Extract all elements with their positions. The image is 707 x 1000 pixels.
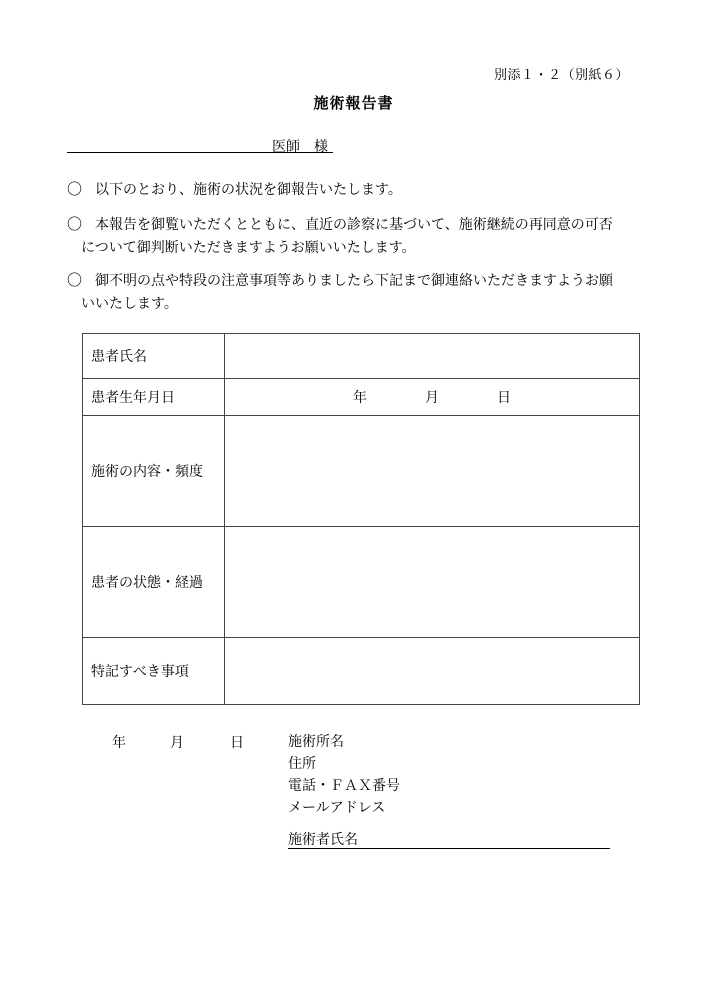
- notice-2-text-line2: について御判断いただきますようお願いいたします。: [81, 240, 416, 256]
- attachment-label: 別添１・２（別紙６）: [493, 68, 629, 83]
- clinic-info: [288, 731, 400, 819]
- dob-year-label: 年: [353, 390, 367, 406]
- patient-name-field[interactable]: [225, 334, 640, 379]
- notice-item-1: [67, 178, 647, 202]
- circle-bullet-icon: 〇: [67, 215, 83, 233]
- condition-field[interactable]: [225, 527, 640, 638]
- notice-3-text-line1: 御不明の点や特段の注意事項等ありましたら下記まで御連絡いただきますようお願: [95, 273, 613, 289]
- address-label: 住所: [288, 756, 316, 772]
- report-table: [82, 333, 640, 705]
- email-label: メールアドレス: [288, 800, 386, 816]
- table-row: [83, 416, 640, 527]
- dob-day-label: 日: [497, 390, 511, 406]
- notice-item-3: [67, 269, 647, 316]
- document-title: 施術報告書: [313, 94, 394, 112]
- practitioner-name-line[interactable]: [288, 832, 610, 849]
- practitioner-name-label: 施術者氏名: [288, 832, 358, 848]
- patient-name-label: 患者氏名: [83, 334, 225, 379]
- circle-bullet-icon: 〇: [67, 180, 83, 198]
- clinic-name-label: 施術所名: [288, 734, 344, 750]
- phone-fax-label: 電話・ＦＡＸ番号: [288, 778, 400, 794]
- table-row: [83, 379, 640, 416]
- addressee-honorific: 医師 様: [272, 139, 328, 155]
- table-row: [83, 334, 640, 379]
- notes-label: 特記すべき事項: [83, 638, 225, 705]
- table-row: [83, 527, 640, 638]
- treatment-label: 施術の内容・頻度: [83, 416, 225, 527]
- table-row: [83, 638, 640, 705]
- circle-bullet-icon: 〇: [67, 271, 83, 289]
- notice-3-text-line2: いいたします。: [81, 296, 178, 312]
- notice-2-text-line1: 本報告を御覧いただくとともに、直近の診察に基づいて、施術継続の再同意の可否: [95, 217, 613, 233]
- notes-field[interactable]: [225, 638, 640, 705]
- condition-label: 患者の状態・経過: [83, 527, 225, 638]
- dob-month-label: 月: [425, 390, 439, 406]
- treatment-field[interactable]: [225, 416, 640, 527]
- patient-dob-label: 患者生年月日: [83, 379, 225, 416]
- report-date: [112, 732, 244, 752]
- notice-1-text: 以下のとおり、施術の状況を御報告いたします。: [95, 182, 402, 198]
- date-year-label: 年: [112, 735, 126, 751]
- date-day-label: 日: [230, 735, 244, 751]
- date-month-label: 月: [170, 735, 184, 751]
- patient-dob-field[interactable]: [225, 379, 640, 416]
- notice-item-2: [67, 213, 647, 260]
